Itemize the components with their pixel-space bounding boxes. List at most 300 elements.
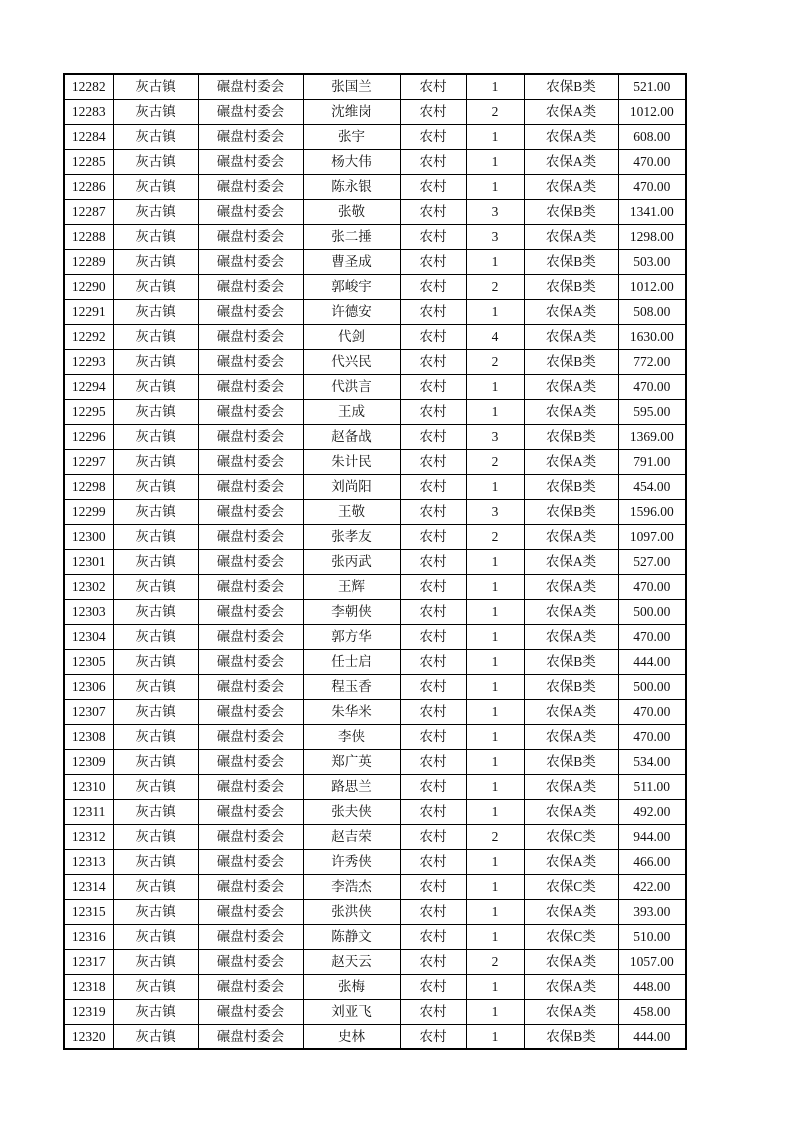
cell-serial-number: 12299 xyxy=(64,499,113,524)
cell-village-committee: 碾盘村委会 xyxy=(198,974,303,999)
cell-town: 灰古镇 xyxy=(113,599,198,624)
cell-serial-number: 12319 xyxy=(64,999,113,1024)
cell-residence-type: 农村 xyxy=(400,799,466,824)
cell-residence-type: 农村 xyxy=(400,424,466,449)
cell-person-name: 杨大伟 xyxy=(303,149,400,174)
cell-amount: 1097.00 xyxy=(618,524,686,549)
cell-village-committee: 碾盘村委会 xyxy=(198,599,303,624)
cell-residence-type: 农村 xyxy=(400,399,466,424)
cell-amount: 1298.00 xyxy=(618,224,686,249)
cell-person-name: 代洪言 xyxy=(303,374,400,399)
cell-serial-number: 12302 xyxy=(64,574,113,599)
cell-residence-type: 农村 xyxy=(400,949,466,974)
cell-insurance-category: 农保B类 xyxy=(524,74,618,99)
cell-person-count: 3 xyxy=(466,424,524,449)
cell-insurance-category: 农保B类 xyxy=(524,474,618,499)
table-row xyxy=(64,574,686,599)
cell-insurance-category: 农保A类 xyxy=(524,599,618,624)
cell-village-committee: 碾盘村委会 xyxy=(198,399,303,424)
cell-amount: 510.00 xyxy=(618,924,686,949)
cell-residence-type: 农村 xyxy=(400,749,466,774)
cell-person-count: 2 xyxy=(466,524,524,549)
table-row xyxy=(64,524,686,549)
cell-amount: 503.00 xyxy=(618,249,686,274)
cell-town: 灰古镇 xyxy=(113,874,198,899)
cell-serial-number: 12292 xyxy=(64,324,113,349)
table-row xyxy=(64,949,686,974)
cell-amount: 508.00 xyxy=(618,299,686,324)
cell-amount: 393.00 xyxy=(618,899,686,924)
cell-amount: 1012.00 xyxy=(618,274,686,299)
cell-residence-type: 农村 xyxy=(400,674,466,699)
cell-residence-type: 农村 xyxy=(400,274,466,299)
cell-person-name: 沈维岗 xyxy=(303,99,400,124)
cell-serial-number: 12282 xyxy=(64,74,113,99)
cell-person-name: 朱计民 xyxy=(303,449,400,474)
cell-residence-type: 农村 xyxy=(400,474,466,499)
cell-village-committee: 碾盘村委会 xyxy=(198,724,303,749)
cell-serial-number: 12310 xyxy=(64,774,113,799)
cell-village-committee: 碾盘村委会 xyxy=(198,574,303,599)
table-row xyxy=(64,499,686,524)
cell-serial-number: 12316 xyxy=(64,924,113,949)
cell-residence-type: 农村 xyxy=(400,924,466,949)
cell-serial-number: 12296 xyxy=(64,424,113,449)
cell-serial-number: 12306 xyxy=(64,674,113,699)
cell-amount: 470.00 xyxy=(618,624,686,649)
table-row xyxy=(64,674,686,699)
cell-residence-type: 农村 xyxy=(400,699,466,724)
cell-person-name: 李朝侠 xyxy=(303,599,400,624)
cell-town: 灰古镇 xyxy=(113,724,198,749)
cell-town: 灰古镇 xyxy=(113,399,198,424)
cell-person-name: 陈永银 xyxy=(303,174,400,199)
cell-town: 灰古镇 xyxy=(113,149,198,174)
cell-village-committee: 碾盘村委会 xyxy=(198,199,303,224)
cell-serial-number: 12309 xyxy=(64,749,113,774)
cell-serial-number: 12298 xyxy=(64,474,113,499)
cell-person-count: 3 xyxy=(466,224,524,249)
cell-village-committee: 碾盘村委会 xyxy=(198,999,303,1024)
cell-residence-type: 农村 xyxy=(400,499,466,524)
cell-insurance-category: 农保A类 xyxy=(524,124,618,149)
cell-village-committee: 碾盘村委会 xyxy=(198,224,303,249)
cell-serial-number: 12304 xyxy=(64,624,113,649)
cell-residence-type: 农村 xyxy=(400,224,466,249)
cell-residence-type: 农村 xyxy=(400,524,466,549)
cell-person-name: 许秀侠 xyxy=(303,849,400,874)
cell-town: 灰古镇 xyxy=(113,224,198,249)
cell-serial-number: 12315 xyxy=(64,899,113,924)
cell-residence-type: 农村 xyxy=(400,649,466,674)
cell-town: 灰古镇 xyxy=(113,949,198,974)
cell-residence-type: 农村 xyxy=(400,199,466,224)
cell-serial-number: 12288 xyxy=(64,224,113,249)
cell-person-count: 1 xyxy=(466,474,524,499)
cell-village-committee: 碾盘村委会 xyxy=(198,99,303,124)
cell-village-committee: 碾盘村委会 xyxy=(198,524,303,549)
cell-town: 灰古镇 xyxy=(113,499,198,524)
cell-insurance-category: 农保A类 xyxy=(524,899,618,924)
cell-person-count: 1 xyxy=(466,749,524,774)
table-row xyxy=(64,774,686,799)
table-row xyxy=(64,899,686,924)
cell-town: 灰古镇 xyxy=(113,374,198,399)
cell-person-name: 赵备战 xyxy=(303,424,400,449)
cell-amount: 470.00 xyxy=(618,699,686,724)
cell-person-count: 2 xyxy=(466,949,524,974)
table-row xyxy=(64,299,686,324)
cell-residence-type: 农村 xyxy=(400,999,466,1024)
cell-insurance-category: 农保A类 xyxy=(524,324,618,349)
cell-serial-number: 12284 xyxy=(64,124,113,149)
cell-amount: 470.00 xyxy=(618,374,686,399)
cell-village-committee: 碾盘村委会 xyxy=(198,874,303,899)
table-row xyxy=(64,699,686,724)
cell-person-count: 1 xyxy=(466,899,524,924)
table-row xyxy=(64,649,686,674)
cell-residence-type: 农村 xyxy=(400,324,466,349)
cell-village-committee: 碾盘村委会 xyxy=(198,849,303,874)
cell-town: 灰古镇 xyxy=(113,899,198,924)
table-body xyxy=(64,74,686,1049)
cell-village-committee: 碾盘村委会 xyxy=(198,374,303,399)
cell-residence-type: 农村 xyxy=(400,374,466,399)
cell-residence-type: 农村 xyxy=(400,824,466,849)
cell-amount: 521.00 xyxy=(618,74,686,99)
cell-village-committee: 碾盘村委会 xyxy=(198,249,303,274)
cell-amount: 458.00 xyxy=(618,999,686,1024)
cell-town: 灰古镇 xyxy=(113,999,198,1024)
table-row xyxy=(64,924,686,949)
cell-person-name: 陈静文 xyxy=(303,924,400,949)
cell-town: 灰古镇 xyxy=(113,199,198,224)
cell-serial-number: 12303 xyxy=(64,599,113,624)
cell-insurance-category: 农保B类 xyxy=(524,349,618,374)
cell-village-committee: 碾盘村委会 xyxy=(198,1024,303,1049)
cell-insurance-category: 农保B类 xyxy=(524,649,618,674)
cell-serial-number: 12313 xyxy=(64,849,113,874)
cell-insurance-category: 农保B类 xyxy=(524,424,618,449)
cell-person-count: 1 xyxy=(466,974,524,999)
cell-town: 灰古镇 xyxy=(113,1024,198,1049)
cell-serial-number: 12290 xyxy=(64,274,113,299)
cell-insurance-category: 农保A类 xyxy=(524,849,618,874)
cell-person-count: 1 xyxy=(466,299,524,324)
cell-village-committee: 碾盘村委会 xyxy=(198,424,303,449)
cell-insurance-category: 农保A类 xyxy=(524,974,618,999)
cell-person-name: 任士启 xyxy=(303,649,400,674)
cell-village-committee: 碾盘村委会 xyxy=(198,549,303,574)
table-row xyxy=(64,1024,686,1049)
cell-village-committee: 碾盘村委会 xyxy=(198,449,303,474)
cell-insurance-category: 农保B类 xyxy=(524,249,618,274)
cell-residence-type: 农村 xyxy=(400,849,466,874)
cell-village-committee: 碾盘村委会 xyxy=(198,924,303,949)
cell-serial-number: 12320 xyxy=(64,1024,113,1049)
cell-insurance-category: 农保B类 xyxy=(524,674,618,699)
cell-person-count: 3 xyxy=(466,199,524,224)
cell-person-count: 1 xyxy=(466,174,524,199)
cell-village-committee: 碾盘村委会 xyxy=(198,349,303,374)
cell-person-name: 赵吉荣 xyxy=(303,824,400,849)
cell-town: 灰古镇 xyxy=(113,649,198,674)
cell-amount: 1630.00 xyxy=(618,324,686,349)
cell-town: 灰古镇 xyxy=(113,749,198,774)
cell-amount: 470.00 xyxy=(618,574,686,599)
cell-serial-number: 12318 xyxy=(64,974,113,999)
table-row xyxy=(64,399,686,424)
cell-insurance-category: 农保A类 xyxy=(524,99,618,124)
cell-amount: 608.00 xyxy=(618,124,686,149)
cell-person-name: 张夫侠 xyxy=(303,799,400,824)
cell-person-count: 1 xyxy=(466,74,524,99)
cell-town: 灰古镇 xyxy=(113,324,198,349)
cell-village-committee: 碾盘村委会 xyxy=(198,299,303,324)
cell-person-name: 李侠 xyxy=(303,724,400,749)
cell-village-committee: 碾盘村委会 xyxy=(198,74,303,99)
cell-insurance-category: 农保B类 xyxy=(524,749,618,774)
cell-town: 灰古镇 xyxy=(113,124,198,149)
cell-person-name: 张宇 xyxy=(303,124,400,149)
cell-person-count: 3 xyxy=(466,499,524,524)
cell-serial-number: 12294 xyxy=(64,374,113,399)
cell-town: 灰古镇 xyxy=(113,74,198,99)
payment-table xyxy=(63,73,687,1050)
cell-amount: 1012.00 xyxy=(618,99,686,124)
cell-town: 灰古镇 xyxy=(113,924,198,949)
cell-residence-type: 农村 xyxy=(400,99,466,124)
cell-serial-number: 12300 xyxy=(64,524,113,549)
cell-town: 灰古镇 xyxy=(113,449,198,474)
table-row xyxy=(64,849,686,874)
cell-town: 灰古镇 xyxy=(113,824,198,849)
cell-person-name: 朱华米 xyxy=(303,699,400,724)
table-row xyxy=(64,74,686,99)
cell-town: 灰古镇 xyxy=(113,174,198,199)
cell-insurance-category: 农保A类 xyxy=(524,449,618,474)
cell-residence-type: 农村 xyxy=(400,174,466,199)
cell-serial-number: 12286 xyxy=(64,174,113,199)
cell-insurance-category: 农保C类 xyxy=(524,824,618,849)
table-row xyxy=(64,374,686,399)
cell-person-name: 路思兰 xyxy=(303,774,400,799)
cell-amount: 454.00 xyxy=(618,474,686,499)
cell-insurance-category: 农保A类 xyxy=(524,624,618,649)
cell-serial-number: 12307 xyxy=(64,699,113,724)
cell-residence-type: 农村 xyxy=(400,1024,466,1049)
table-row xyxy=(64,599,686,624)
cell-town: 灰古镇 xyxy=(113,524,198,549)
cell-amount: 1341.00 xyxy=(618,199,686,224)
cell-village-committee: 碾盘村委会 xyxy=(198,174,303,199)
cell-insurance-category: 农保A类 xyxy=(524,374,618,399)
cell-person-count: 4 xyxy=(466,324,524,349)
cell-residence-type: 农村 xyxy=(400,899,466,924)
cell-amount: 470.00 xyxy=(618,174,686,199)
cell-town: 灰古镇 xyxy=(113,424,198,449)
cell-serial-number: 12295 xyxy=(64,399,113,424)
table-row xyxy=(64,174,686,199)
table-row xyxy=(64,749,686,774)
cell-town: 灰古镇 xyxy=(113,974,198,999)
cell-amount: 944.00 xyxy=(618,824,686,849)
table-row xyxy=(64,424,686,449)
cell-person-count: 1 xyxy=(466,774,524,799)
cell-amount: 791.00 xyxy=(618,449,686,474)
cell-person-count: 1 xyxy=(466,574,524,599)
cell-serial-number: 12297 xyxy=(64,449,113,474)
cell-town: 灰古镇 xyxy=(113,574,198,599)
cell-insurance-category: 农保A类 xyxy=(524,949,618,974)
cell-amount: 500.00 xyxy=(618,674,686,699)
cell-town: 灰古镇 xyxy=(113,474,198,499)
table-row xyxy=(64,824,686,849)
table-row xyxy=(64,149,686,174)
cell-amount: 444.00 xyxy=(618,649,686,674)
cell-town: 灰古镇 xyxy=(113,774,198,799)
cell-person-count: 1 xyxy=(466,249,524,274)
cell-person-count: 1 xyxy=(466,999,524,1024)
cell-person-count: 2 xyxy=(466,99,524,124)
cell-serial-number: 12283 xyxy=(64,99,113,124)
cell-insurance-category: 农保B类 xyxy=(524,274,618,299)
cell-village-committee: 碾盘村委会 xyxy=(198,274,303,299)
cell-person-name: 王辉 xyxy=(303,574,400,599)
cell-person-count: 1 xyxy=(466,149,524,174)
cell-serial-number: 12293 xyxy=(64,349,113,374)
cell-amount: 422.00 xyxy=(618,874,686,899)
cell-insurance-category: 农保A类 xyxy=(524,999,618,1024)
cell-town: 灰古镇 xyxy=(113,349,198,374)
cell-person-name: 张敬 xyxy=(303,199,400,224)
cell-insurance-category: 农保B类 xyxy=(524,199,618,224)
cell-amount: 1369.00 xyxy=(618,424,686,449)
table-row xyxy=(64,199,686,224)
cell-amount: 470.00 xyxy=(618,724,686,749)
cell-person-count: 1 xyxy=(466,549,524,574)
cell-town: 灰古镇 xyxy=(113,274,198,299)
table-row xyxy=(64,974,686,999)
cell-amount: 470.00 xyxy=(618,149,686,174)
cell-person-count: 1 xyxy=(466,399,524,424)
table-row xyxy=(64,999,686,1024)
cell-person-name: 张二捶 xyxy=(303,224,400,249)
cell-amount: 595.00 xyxy=(618,399,686,424)
cell-amount: 772.00 xyxy=(618,349,686,374)
cell-residence-type: 农村 xyxy=(400,74,466,99)
cell-amount: 448.00 xyxy=(618,974,686,999)
cell-amount: 500.00 xyxy=(618,599,686,624)
cell-person-name: 郑广英 xyxy=(303,749,400,774)
cell-village-committee: 碾盘村委会 xyxy=(198,324,303,349)
cell-insurance-category: 农保C类 xyxy=(524,924,618,949)
cell-person-name: 张国兰 xyxy=(303,74,400,99)
cell-amount: 527.00 xyxy=(618,549,686,574)
table-row xyxy=(64,724,686,749)
cell-residence-type: 农村 xyxy=(400,299,466,324)
table-row xyxy=(64,799,686,824)
cell-village-committee: 碾盘村委会 xyxy=(198,799,303,824)
table-row xyxy=(64,274,686,299)
cell-village-committee: 碾盘村委会 xyxy=(198,474,303,499)
cell-serial-number: 12301 xyxy=(64,549,113,574)
cell-serial-number: 12314 xyxy=(64,874,113,899)
cell-amount: 466.00 xyxy=(618,849,686,874)
cell-town: 灰古镇 xyxy=(113,674,198,699)
cell-amount: 1596.00 xyxy=(618,499,686,524)
cell-serial-number: 12317 xyxy=(64,949,113,974)
cell-residence-type: 农村 xyxy=(400,349,466,374)
cell-town: 灰古镇 xyxy=(113,699,198,724)
cell-village-committee: 碾盘村委会 xyxy=(198,949,303,974)
table-row xyxy=(64,549,686,574)
cell-insurance-category: 农保B类 xyxy=(524,499,618,524)
cell-person-name: 王成 xyxy=(303,399,400,424)
cell-person-name: 张丙武 xyxy=(303,549,400,574)
cell-village-committee: 碾盘村委会 xyxy=(198,149,303,174)
cell-insurance-category: 农保A类 xyxy=(524,799,618,824)
cell-person-count: 1 xyxy=(466,624,524,649)
cell-insurance-category: 农保A类 xyxy=(524,724,618,749)
cell-person-count: 1 xyxy=(466,924,524,949)
cell-town: 灰古镇 xyxy=(113,299,198,324)
cell-person-count: 1 xyxy=(466,124,524,149)
cell-serial-number: 12308 xyxy=(64,724,113,749)
cell-person-name: 史林 xyxy=(303,1024,400,1049)
cell-person-count: 1 xyxy=(466,674,524,699)
cell-residence-type: 农村 xyxy=(400,574,466,599)
cell-person-count: 1 xyxy=(466,724,524,749)
cell-insurance-category: 农保A类 xyxy=(524,549,618,574)
cell-village-committee: 碾盘村委会 xyxy=(198,649,303,674)
cell-person-name: 刘尚阳 xyxy=(303,474,400,499)
cell-insurance-category: 农保A类 xyxy=(524,399,618,424)
cell-village-committee: 碾盘村委会 xyxy=(198,774,303,799)
cell-insurance-category: 农保A类 xyxy=(524,149,618,174)
cell-village-committee: 碾盘村委会 xyxy=(198,824,303,849)
cell-residence-type: 农村 xyxy=(400,624,466,649)
cell-residence-type: 农村 xyxy=(400,774,466,799)
cell-serial-number: 12305 xyxy=(64,649,113,674)
cell-town: 灰古镇 xyxy=(113,849,198,874)
cell-insurance-category: 农保A类 xyxy=(524,524,618,549)
cell-village-committee: 碾盘村委会 xyxy=(198,749,303,774)
cell-person-count: 1 xyxy=(466,374,524,399)
cell-person-count: 1 xyxy=(466,649,524,674)
table-row xyxy=(64,624,686,649)
table-row xyxy=(64,449,686,474)
cell-person-count: 1 xyxy=(466,699,524,724)
cell-town: 灰古镇 xyxy=(113,624,198,649)
cell-person-count: 2 xyxy=(466,824,524,849)
cell-person-name: 曹圣成 xyxy=(303,249,400,274)
cell-village-committee: 碾盘村委会 xyxy=(198,499,303,524)
cell-residence-type: 农村 xyxy=(400,149,466,174)
cell-insurance-category: 农保A类 xyxy=(524,224,618,249)
cell-person-count: 1 xyxy=(466,599,524,624)
cell-person-name: 程玉香 xyxy=(303,674,400,699)
cell-residence-type: 农村 xyxy=(400,974,466,999)
cell-person-name: 王敬 xyxy=(303,499,400,524)
cell-person-count: 2 xyxy=(466,449,524,474)
cell-amount: 511.00 xyxy=(618,774,686,799)
cell-person-name: 张孝友 xyxy=(303,524,400,549)
cell-town: 灰古镇 xyxy=(113,549,198,574)
cell-serial-number: 12285 xyxy=(64,149,113,174)
cell-insurance-category: 农保A类 xyxy=(524,299,618,324)
cell-person-name: 张洪侠 xyxy=(303,899,400,924)
